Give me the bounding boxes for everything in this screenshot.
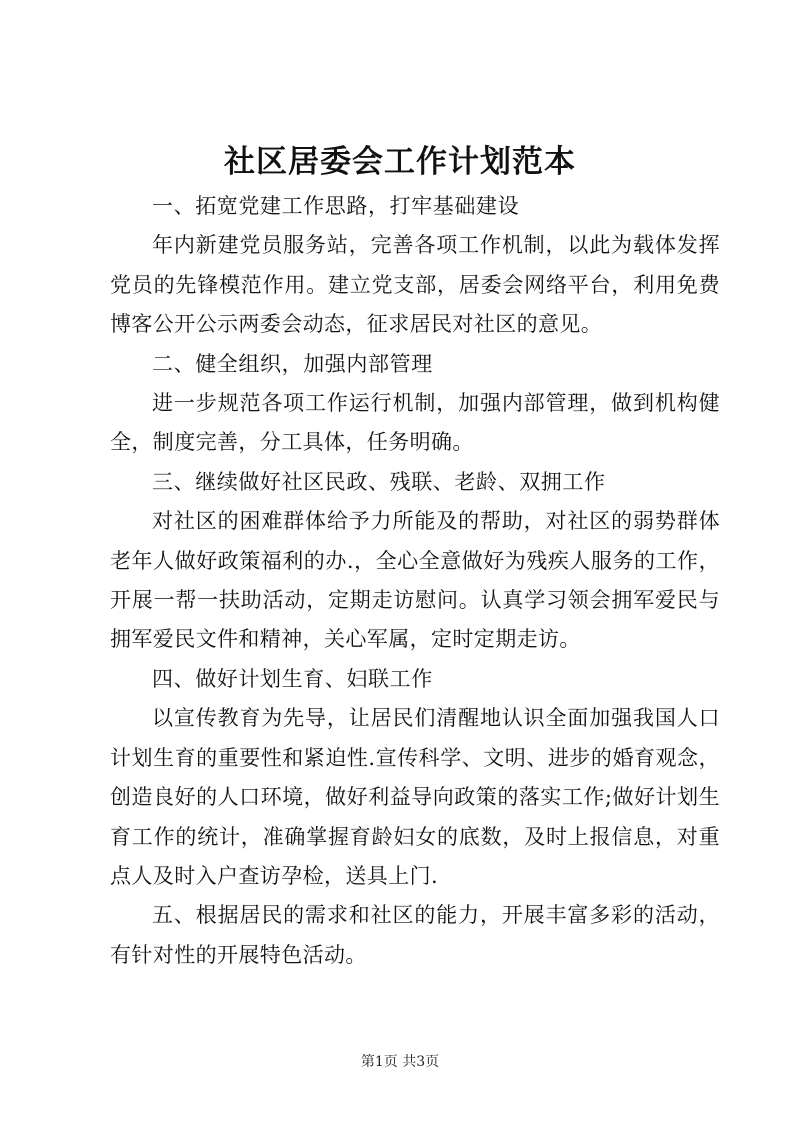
document-title: 社区居委会工作计划范本 (224, 144, 576, 180)
section-paragraph-4: 以宣传教育为先导，让居民们清醒地认识全面加强我国人口计划生育的重要性和紧迫性.宣传科学、文明、进步的婚育观念，创造良好的人口环境，做好利益导向政策的落实工作;做好计划生育工作的统计，准确掌握育龄妇女的底数，及时上报信息，对重点人及时入户查访孕检，送具上门. (110, 706, 720, 888)
section-paragraph-5: 五、根据居民的需求和社区的能力，开展丰富多彩的活动，有针对性的开展特色活动。 (110, 903, 720, 967)
section-paragraph-3: 对社区的困难群体给予力所能及的帮助，对社区的弱势群体老年人做好政策福利的办.，全心全意做好为残疾人服务的工作，开展一帮一扶助活动，定期走访慰问。认真学习领会拥军爱民与拥军爱民文件和精神，关心军属，定时定期走访。 (110, 509, 720, 652)
document-body (110, 187, 720, 975)
section-paragraph-2: 进一步规范各项工作运行机制，加强内部管理，做到机构健全，制度完善，分工具体，任务明确。 (110, 391, 720, 455)
section-heading-1: 一、拓宽党建工作思路，打牢基础建设 (152, 194, 520, 218)
section-paragraph-1: 年内新建党员服务站，完善各项工作机制，以此为载体发挥党员的先锋模范作用。建立党支部，居委会网络平台，利用免费博客公开公示两委会动态，征求居民对社区的意见。 (110, 233, 720, 337)
section-heading-4: 四、做好计划生育、妇联工作 (152, 666, 433, 691)
page-number: 第1页 共3页 (360, 1054, 440, 1070)
section-heading-2: 二、健全组织，加强内部管理 (152, 351, 433, 376)
section-heading-3: 三、继续做好社区民政、残联、老龄、双拥工作 (152, 469, 606, 494)
